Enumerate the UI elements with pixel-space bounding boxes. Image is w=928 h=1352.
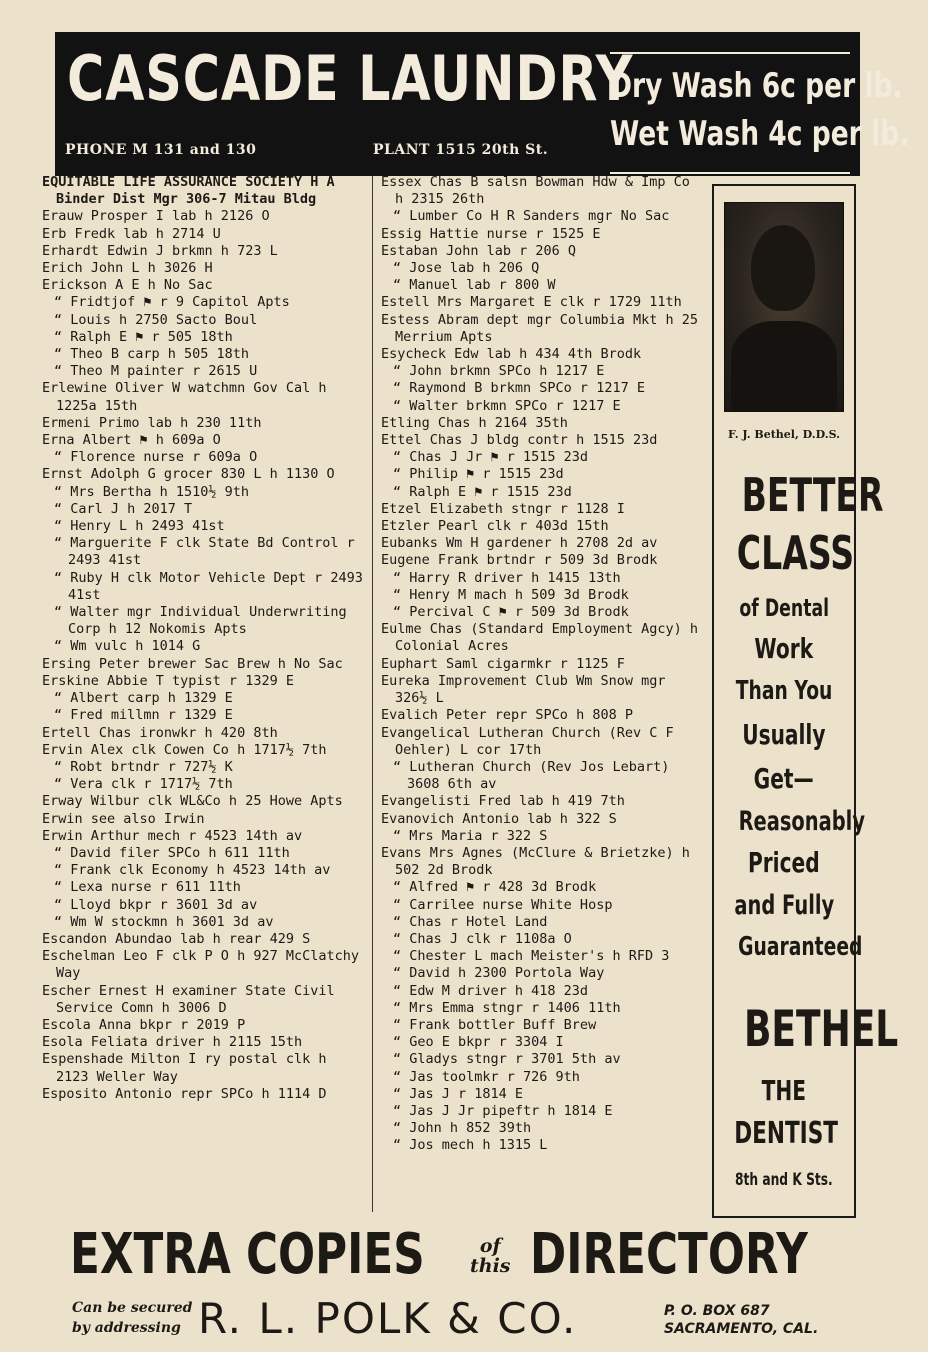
directory-entry: Ermeni Primo lab h 230 11th xyxy=(42,414,262,431)
directory-entry: Estell Mrs Margaret E clk r 1729 11th xyxy=(381,294,682,311)
directory-entry: “ Percival C ⚑ r 509 3d Brodk xyxy=(393,604,629,621)
company-address xyxy=(664,1302,818,1338)
directory-entry: Estess Abram dept mgr Columbia Mkt h 25 Merrium Apts xyxy=(381,311,698,345)
ad-line-text: Guaranteed xyxy=(738,932,863,962)
ad-line xyxy=(714,1170,854,1190)
directory-entry: Euphart Saml cigarmkr r 1125 F xyxy=(381,655,625,672)
directory-entry: “ Wm W stockmn h 3601 3d av xyxy=(54,913,274,930)
ad-line-text: Usually xyxy=(742,718,826,751)
directory-entry: “ Carl J h 2017 T xyxy=(54,500,193,517)
ad-line xyxy=(714,1116,854,1151)
directory-entry: Evanovich Antonio lab h 322 S xyxy=(381,810,617,827)
directory-entry: “ Florence nurse r 609a O xyxy=(54,449,258,466)
ad-line xyxy=(714,676,854,706)
directory-entry: “ Edw M driver h 418 23d xyxy=(393,982,589,999)
directory-entry: Evangelisti Fred lab h 419 7th xyxy=(381,793,625,810)
laundry-title: CASCADE LAUNDRY xyxy=(67,42,634,115)
ad-line-text: BETTER xyxy=(741,468,884,522)
directory-entry: Erauw Prosper I lab h 2126 O xyxy=(42,208,270,225)
directory-entry: Espenshade Milton I ry postal clk h 2123 Weller Way xyxy=(42,1051,327,1085)
polk-ad-footer xyxy=(70,1222,830,1347)
left-column-listings xyxy=(42,174,366,1103)
column-divider xyxy=(372,176,373,1212)
directory-entry: “ Robt brtndr r 727½ K xyxy=(54,758,233,775)
laundry-plant-address: PLANT 1515 20th St. xyxy=(373,142,549,158)
ad-line xyxy=(714,1000,899,1058)
ad-line xyxy=(714,762,854,795)
ad-line xyxy=(714,1074,854,1107)
directory-entry: Escola Anna bkpr r 2019 P xyxy=(42,1016,246,1033)
directory-entry: “ Harry R driver h 1415 13th xyxy=(393,569,621,586)
can-be-secured: Can be secured xyxy=(72,1300,193,1316)
company-name: R. L. POLK & CO. xyxy=(198,1294,578,1343)
directory-entry: “ Gladys stngr r 3701 5th av xyxy=(393,1051,621,1068)
directory-entry: “ Jos mech h 1315 L xyxy=(393,1137,548,1154)
dentist-ad xyxy=(712,184,899,1218)
directory-entry: “ Ralph E ⚑ r 1515 23d xyxy=(393,483,572,500)
ad-line xyxy=(714,806,865,837)
directory-entry: “ Fridtjof ⚑ r 9 Capitol Apts xyxy=(54,294,290,311)
directory-entry: “ Jas toolmkr r 726 9th xyxy=(393,1068,580,1085)
directory-entry: “ Walter brkmn SPCo r 1217 E xyxy=(393,397,621,414)
directory-entry: “ David filer SPCo h 611 11th xyxy=(54,844,290,861)
directory-entry: “ Mrs Bertha h 1510½ 9th xyxy=(54,483,250,500)
laundry-ad-banner xyxy=(55,32,910,176)
directory-entry: “ Alfred ⚑ r 428 3d Brodk xyxy=(393,879,597,896)
ad-line xyxy=(714,594,854,622)
directory-entry: Eulme Chas (Standard Employment Agcy) h Colonial Acres xyxy=(381,621,698,655)
directory-entry: Eugene Frank brtndr r 509 3d Brodk xyxy=(381,552,658,569)
ad-line-text: Than You xyxy=(735,676,833,706)
directory-entry: “ John brkmn SPCo h 1217 E xyxy=(393,363,605,380)
directory-entry: Erb Fredk lab h 2714 U xyxy=(42,225,221,242)
laundry-phone: PHONE M 131 and 130 xyxy=(65,142,257,158)
directory-entry: Eureka Improvement Club Wm Snow mgr 326½ L xyxy=(381,672,666,707)
directory-entry: “ Ralph E ⚑ r 505 18th xyxy=(54,328,233,345)
directory-entry: Erwin see also Irwin xyxy=(42,810,205,827)
wash-prices xyxy=(610,52,910,174)
directory-entry: “ Ruby H clk Motor Vehicle Dept r 2493 41st xyxy=(54,569,363,603)
ad-line-text: Work xyxy=(754,632,814,665)
directory-entry: “ Carrilee nurse White Hosp xyxy=(393,896,613,913)
by-addressing: by addressing xyxy=(72,1320,181,1336)
directory-entry: Erna Albert ⚑ h 609a O xyxy=(42,432,221,449)
directory-entry: “ Mrs Maria r 322 S xyxy=(393,827,548,844)
directory-entry: “ Albert carp h 1329 E xyxy=(54,690,233,707)
directory-entry: Erway Wilbur clk WL&Co h 25 Howe Apts xyxy=(42,793,343,810)
middle-column-listings xyxy=(381,174,706,1155)
directory-entry: Erickson A E h No Sac xyxy=(42,277,213,294)
directory-entry: Ertell Chas ironwkr h 420 8th xyxy=(42,724,278,741)
ad-line-text: Get— xyxy=(753,762,815,795)
directory-entry: Escandon Abundao lab h rear 429 S xyxy=(42,930,311,947)
directory-entry: Evans Mrs Agnes (McClure & Brietzke) h 502 2d Brodk xyxy=(381,844,690,879)
ad-line-text: of Dental xyxy=(739,594,829,622)
directory-entry: Ernst Adolph G grocer 830 L h 1130 O xyxy=(42,466,335,483)
ad-line-text: THE xyxy=(761,1074,807,1107)
directory-entry: Ersing Peter brewer Sac Brew h No Sac xyxy=(42,655,343,672)
directory-entry: Etling Chas h 2164 35th xyxy=(381,414,568,431)
directory-entry: Esola Feliata driver h 2115 15th xyxy=(42,1034,303,1051)
ad-line-text: Reasonably xyxy=(738,806,865,837)
directory-entry: Eschelman Leo F clk P O h 927 McClatchy Way xyxy=(42,948,359,982)
directory-entry: Erhardt Edwin J brkmn h 723 L xyxy=(42,242,278,259)
directory-entry: “ Theo M painter r 2615 U xyxy=(54,363,258,380)
extra-copies-heading: EXTRA COPIES xyxy=(70,1222,425,1287)
ad-line xyxy=(714,932,863,962)
directory-entry: Escher Ernest H examiner State Civil Service Comn h 3006 D xyxy=(42,982,335,1016)
directory-entry: “ Henry M mach h 509 3d Brodk xyxy=(393,586,629,603)
directory-entry: Evalich Peter repr SPCo h 808 P xyxy=(381,707,633,724)
directory-entry: “ Lumber Co H R Sanders mgr No Sac xyxy=(393,208,670,225)
directory-entry: “ Jas J r 1814 E xyxy=(393,1085,524,1102)
ad-line-text: BETHEL xyxy=(743,1000,899,1058)
directory-entry: Ettel Chas J bldg contr h 1515 23d xyxy=(381,432,658,449)
directory-entry: “ Lutheran Church (Rev Jos Lebart) 3608 6th av xyxy=(393,758,670,793)
directory-entry: “ Chas r Hotel Land xyxy=(393,913,548,930)
directory-entry: “ Geo E bkpr r 3304 I xyxy=(393,1034,564,1051)
directory-entry: Eubanks Wm H gardener h 2708 2d av xyxy=(381,535,658,552)
directory-entry: “ Frank bottler Buff Brew xyxy=(393,1016,597,1033)
directory-entry: Erskine Abbie T typist r 1329 E xyxy=(42,672,294,689)
directory-entry: Etzel Elizabeth stngr r 1128 I xyxy=(381,500,625,517)
ad-line xyxy=(714,468,884,522)
ad-line xyxy=(714,846,854,879)
directory-entry: “ Chas J Jr ⚑ r 1515 23d xyxy=(393,449,589,466)
dry-wash-price: Dry Wash 6c per lb. xyxy=(610,66,903,106)
directory-entry: Esposito Antonio repr SPCo h 1114 D xyxy=(42,1085,327,1102)
po-box: P. O. BOX 687 xyxy=(664,1303,770,1319)
directory-entry: Evangelical Lutheran Church (Rev C F Oehler) L cor 17th xyxy=(381,724,674,758)
ad-line xyxy=(714,632,854,665)
directory-entry: “ Lexa nurse r 611 11th xyxy=(54,879,241,896)
ad-line-text: and Fully xyxy=(734,890,834,921)
directory-entry: “ Lloyd bkpr r 3601 3d av xyxy=(54,896,258,913)
directory-entry: “ Frank clk Economy h 4523 14th av xyxy=(54,862,331,879)
directory-entry: “ John h 852 39th xyxy=(393,1120,532,1137)
directory-entry: Erich John L h 3026 H xyxy=(42,260,213,277)
directory-entry: Essig Hattie nurse r 1525 E xyxy=(381,225,601,242)
directory-entry: “ Henry L h 2493 41st xyxy=(54,518,225,535)
directory-entry: Erlewine Oliver W watchmn Gov Cal h 1225a 15th xyxy=(42,380,327,414)
directory-entry: “ Philip ⚑ r 1515 23d xyxy=(393,466,564,483)
ad-line xyxy=(714,718,854,751)
directory-entry: Ervin Alex clk Cowen Co h 1717½ 7th xyxy=(42,741,327,758)
ad-line xyxy=(714,890,854,921)
ad-line-text: Priced xyxy=(748,846,820,879)
dentist-caption: F. J. Bethel, D.D.S. xyxy=(728,428,840,441)
secured-text xyxy=(72,1298,192,1338)
directory-entry: “ Fred millmn r 1329 E xyxy=(54,707,233,724)
directory-heading: DIRECTORY xyxy=(530,1222,808,1287)
directory-entry: “ Chester L mach Meister's h RFD 3 xyxy=(393,948,670,965)
this-word: this xyxy=(470,1255,511,1277)
directory-entry: “ David h 2300 Portola Way xyxy=(393,965,605,982)
directory-entry: EQUITABLE LIFE ASSURANCE SOCIETY H A Binder Dist Mgr 306-7 Mitau Bldg xyxy=(42,174,335,208)
directory-entry: “ Louis h 2750 Sacto Boul xyxy=(54,311,258,328)
dentist-portrait xyxy=(724,202,844,412)
directory-entry: “ Vera clk r 1717½ 7th xyxy=(54,776,233,793)
directory-entry: “ Walter mgr Individual Underwriting Corp h 12 Nokomis Apts xyxy=(54,604,347,638)
directory-entry: “ Jose lab h 206 Q xyxy=(393,260,540,277)
ad-line-text: DENTIST xyxy=(734,1116,839,1151)
directory-entry: “ Manuel lab r 800 W xyxy=(393,277,556,294)
ad-line-text: 8th and K Sts. xyxy=(735,1170,833,1190)
of-word: of xyxy=(479,1235,501,1257)
directory-entry: Estaban John lab r 206 Q xyxy=(381,242,577,259)
directory-entry: “ Wm vulc h 1014 G xyxy=(54,638,201,655)
city: SACRAMENTO, CAL. xyxy=(664,1321,819,1337)
ad-line xyxy=(714,526,854,580)
directory-entry: “ Chas J clk r 1108a O xyxy=(393,930,572,947)
directory-entry: “ Jas J Jr pipeftr h 1814 E xyxy=(393,1102,613,1119)
directory-entry: “ Marguerite F clk State Bd Control r 2493 41st xyxy=(54,535,355,569)
of-this-text xyxy=(470,1236,511,1276)
directory-entry: Esycheck Edw lab h 434 4th Brodk xyxy=(381,346,642,363)
directory-entry: “ Theo B carp h 505 18th xyxy=(54,346,250,363)
directory-entry: “ Raymond B brkmn SPCo r 1217 E xyxy=(393,380,645,397)
ad-line-text: CLASS xyxy=(736,526,855,580)
directory-entry: Etzler Pearl clk r 403d 15th xyxy=(381,518,609,535)
directory-entry: Essex Chas B salsn Bowman Hdw & Imp Co h 2315 26th xyxy=(381,174,690,208)
directory-entry: “ Mrs Emma stngr r 1406 11th xyxy=(393,999,621,1016)
directory-entry: Erwin Arthur mech r 4523 14th av xyxy=(42,827,303,844)
wet-wash-price: Wet Wash 4c per lb. xyxy=(610,114,910,154)
